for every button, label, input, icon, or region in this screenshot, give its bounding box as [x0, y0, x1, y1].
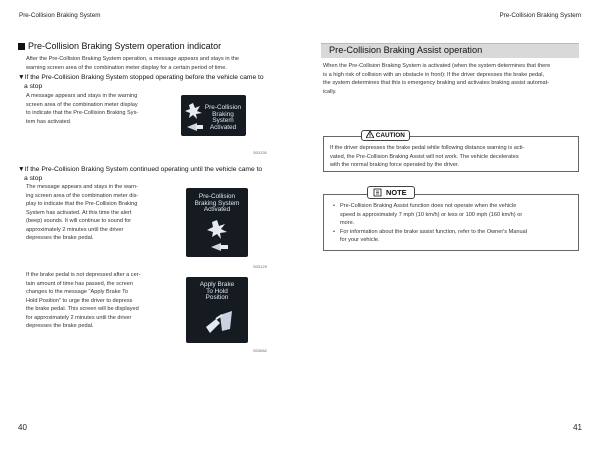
bullet-heading-1: ▼If the Pre-Collision Braking System stopped operating before the vehicle came to a stop [18, 74, 264, 90]
left-text-2: The message appears and stays in the warn- ing screen area of the combination meter dis- play to indicate that the Pre-Collision Braking System has activated. At this time the alert (beep) sounds. It will continue to sound for approximately 2 minutes until the driver depresses the brake pedal. [26, 184, 139, 241]
image-code-3: S03082 [253, 348, 267, 353]
page-number-left: 40 [18, 423, 27, 432]
section-title-right: Pre-Collision Braking Assist operation [321, 43, 579, 58]
square-bullet-icon [18, 43, 25, 50]
screen-1-message: Pre-Collision Braking System Activated [204, 104, 242, 131]
meter-display-activated-1 [181, 95, 246, 136]
right-intro: When the Pre-Collision Braking System is activated (when the system determines that there is a high risk of collision with an obstacle in front): If the driver depresses the brake pedal, the system determines that this is emergency braking and activates braking assist automat- ically. [323, 63, 551, 95]
section-title-left: Pre-Collision Braking System operation indicator [18, 41, 221, 51]
note-item: • For information about the brake assist function, refer to the Owner's Manual for your vehicle. [332, 228, 574, 245]
note-item: • Pre-Collision Braking Assist function does not operate when the vehicle speed is approximately 7 mph (10 km/h) or less or 100 mph (160 km/h) or more. [332, 202, 574, 228]
collision-warning-icon [206, 218, 230, 252]
page-number-right: 41 [573, 423, 582, 432]
left-text-3: If the brake pedal is not depressed after a cer- tain amount of time has passed, the screen changes to the message "Apply Brake To Hold Position" to urge the driver to depress the brake pedal. This screen will be displayed for approximately 2 minutes until the driver depresses the brake pedal. [26, 272, 141, 329]
note-icon [373, 188, 382, 197]
note-box [323, 194, 579, 251]
running-header-right: Pre-Collision Braking System [499, 12, 581, 19]
caution-box [323, 136, 579, 172]
brake-pedal-icon [202, 307, 234, 339]
running-header-left: Pre-Collision Braking System [19, 12, 101, 19]
bullet-heading-2: ▼If the Pre-Collision Braking System continued operating until the vehicle came to a stop [18, 166, 263, 182]
screen-3-message: Apply Brake To Hold Position [199, 281, 235, 302]
left-text-1: A message appears and stays in the warning screen area of the combination meter display to indicate that the Pre-Collision Braking Sys- tem has activated. [26, 93, 139, 125]
screen-2-message: Pre-Collision Braking System Activated [194, 193, 240, 214]
left-intro: After the Pre-Collision Braking System operation, a message appears and stays in the warning screen area of the combination meter display for a certain period of time. [26, 56, 239, 71]
note-badge: NOTE [367, 186, 415, 199]
image-code-2: S03129 [253, 264, 267, 269]
meter-display-apply-brake [186, 277, 248, 343]
caution-badge: CAUTION [361, 130, 410, 141]
caution-text: If the driver depresses the brake pedal while following distance warning is acti- vated, the Pre-Collision Braking Assist will not work. The vehicle decelerates with the normal braking force operated by the driver. [330, 145, 525, 168]
image-code-1: S03130 [253, 150, 267, 155]
meter-display-activated-2 [186, 188, 248, 257]
warning-triangle-icon [366, 131, 374, 138]
note-list [332, 202, 574, 245]
